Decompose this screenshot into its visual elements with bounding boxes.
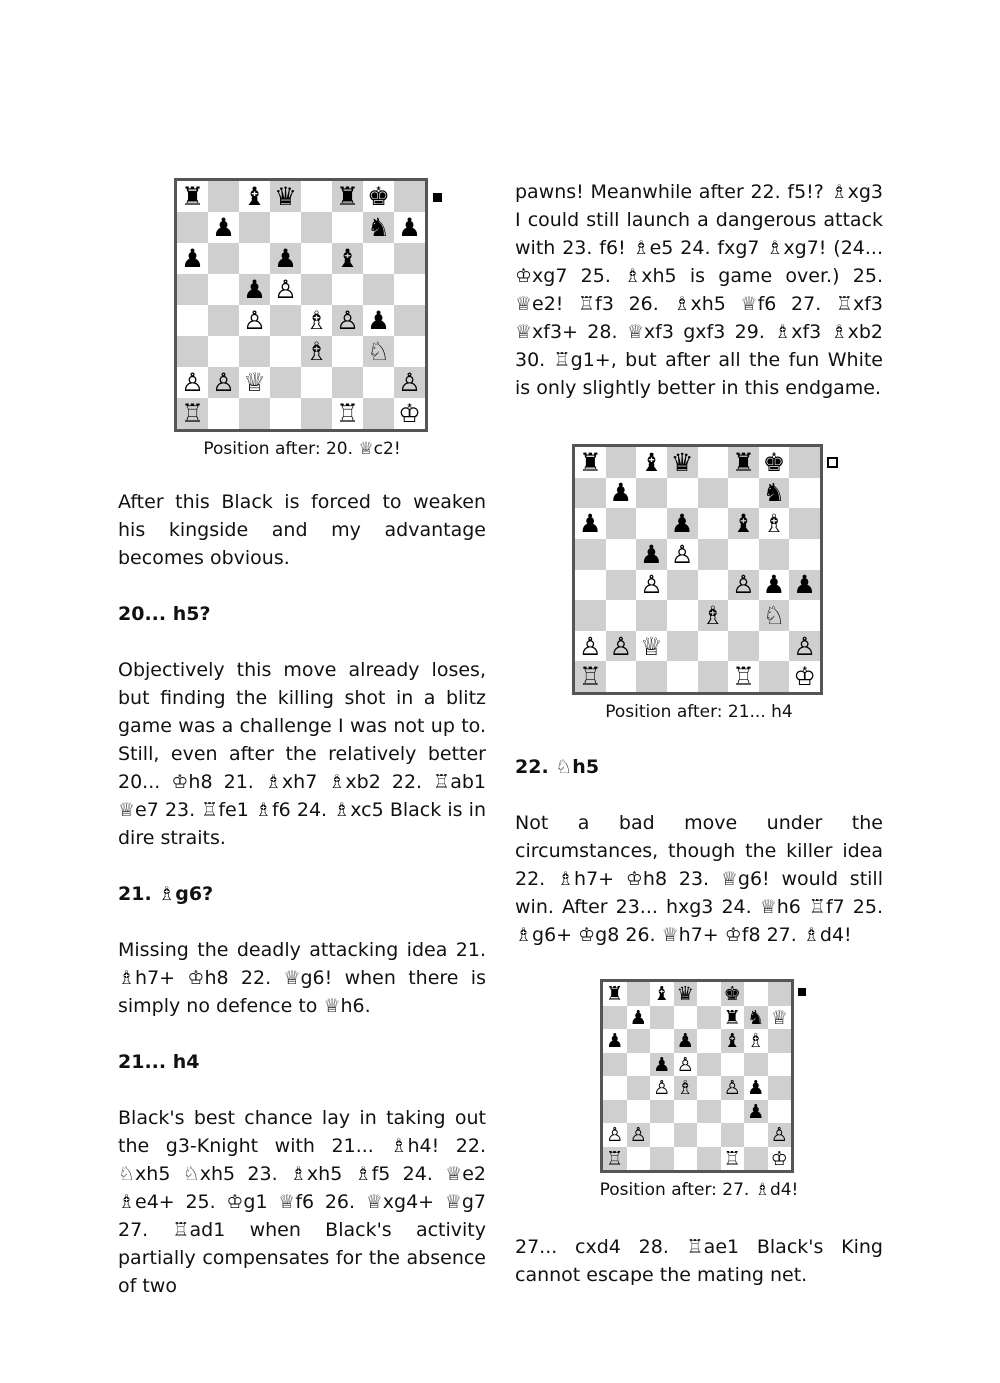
white-pawn-icon: ♙ bbox=[274, 274, 297, 304]
board-square bbox=[744, 1100, 768, 1124]
board-square bbox=[650, 1076, 674, 1100]
chessboard-diagram-3 bbox=[600, 979, 794, 1173]
board-square bbox=[744, 1053, 768, 1077]
white-bishop-icon: ♗ bbox=[305, 336, 328, 366]
board-square bbox=[789, 447, 820, 478]
board-square bbox=[674, 1053, 698, 1077]
white-knight-icon: ♘ bbox=[367, 336, 390, 366]
right-column bbox=[515, 178, 883, 1289]
board-square bbox=[394, 212, 425, 243]
white-rook-icon: ♖ bbox=[579, 662, 602, 692]
paragraph: After this Black is forced to weaken his kingside and my advantage becomes obvious. bbox=[118, 491, 486, 569]
black-pawn-icon: ♟ bbox=[762, 570, 786, 600]
black-pawn-icon: ♟ bbox=[609, 478, 633, 508]
black-rook-icon: ♜ bbox=[723, 1005, 741, 1029]
board-square bbox=[721, 1029, 745, 1053]
board-square bbox=[239, 305, 270, 336]
paragraph: Not a bad move under the circumstances, though the killer idea 22. ♗h7+ ♔h8 23. ♕g6! would still win. After 23... hxg3 24. ♕h6 ♖f7 25. ♗g6+ ♔g8 26. ♕h7+ ♔f8 27. ♗d4! bbox=[515, 812, 883, 946]
board-square bbox=[650, 1123, 674, 1147]
board-square bbox=[301, 398, 332, 429]
paragraph: Missing the deadly attacking idea 21. ♗h7+ ♔h8 22. ♕g6! when there is simply no defence to ♕h6. bbox=[118, 939, 486, 1017]
board-square bbox=[698, 478, 729, 509]
board-square bbox=[674, 1100, 698, 1124]
black-pawn-icon: ♟ bbox=[653, 1052, 671, 1076]
board-square bbox=[728, 600, 759, 631]
board-square bbox=[759, 539, 790, 570]
board-square bbox=[650, 982, 674, 1006]
board-square bbox=[728, 508, 759, 539]
board-square bbox=[603, 1100, 627, 1124]
board-square bbox=[768, 1076, 792, 1100]
paragraph: pawns! Meanwhile after 22. f5!? ♗xg3 I could still launch a dangerous attack with 23. f6! ♗e5 24. fxg7 ♗xg7! (24... ♔xg7 25. ♗xh5 is game over.) 25. ♕e2! ♖f3 26. ♗xh5 ♕f6 27. ♖xf3 ♕xf3+ 28. ♕xf3 gxf3 29. ♗xf3 ♗xb2 30. ♖g1+, but after all the fun White is only slightly better in this endgame. bbox=[515, 181, 883, 399]
white-pawn-icon: ♙ bbox=[732, 570, 755, 600]
board-square bbox=[363, 398, 394, 429]
black-pawn-icon: ♟ bbox=[793, 570, 816, 600]
board-square bbox=[636, 478, 667, 509]
board-square bbox=[606, 478, 637, 509]
white-pawn-icon: ♙ bbox=[181, 367, 204, 397]
board-square bbox=[768, 1123, 792, 1147]
board-square bbox=[270, 243, 301, 274]
board-square bbox=[721, 1100, 745, 1124]
board-square bbox=[744, 1029, 768, 1053]
board-square bbox=[650, 1147, 674, 1171]
board-square bbox=[177, 274, 208, 305]
white-queen-icon: ♕ bbox=[640, 631, 663, 661]
board-square bbox=[332, 305, 363, 336]
board-square bbox=[759, 631, 790, 662]
board-square bbox=[744, 1076, 768, 1100]
chessboard-diagram-1 bbox=[174, 178, 428, 432]
diagram-caption: Position after: 21... h4 bbox=[605, 702, 793, 722]
board-square bbox=[721, 1147, 745, 1171]
white-bishop-icon: ♗ bbox=[762, 509, 786, 538]
black-knight-icon: ♞ bbox=[762, 478, 786, 508]
black-pawn-icon: ♟ bbox=[670, 509, 694, 538]
black-king-icon: ♚ bbox=[367, 181, 390, 211]
board-square bbox=[208, 243, 239, 274]
white-pawn-icon: ♙ bbox=[609, 631, 633, 661]
white-pawn-icon: ♙ bbox=[793, 631, 816, 661]
board-square bbox=[744, 1123, 768, 1147]
board-square bbox=[394, 367, 425, 398]
black-pawn-icon: ♟ bbox=[243, 274, 266, 304]
white-rook-icon: ♖ bbox=[336, 398, 359, 428]
board-square bbox=[697, 1053, 721, 1077]
diagram-caption: Position after: 20. ♕c2! bbox=[203, 439, 401, 459]
board-square bbox=[667, 631, 698, 662]
turn-indicator bbox=[798, 988, 806, 996]
board-square bbox=[394, 181, 425, 212]
white-king-icon: ♔ bbox=[793, 662, 816, 692]
black-rook-icon: ♜ bbox=[732, 447, 755, 477]
black-pawn-icon: ♟ bbox=[367, 305, 390, 335]
board-square bbox=[759, 478, 790, 509]
board-square bbox=[270, 212, 301, 243]
board-square bbox=[768, 1006, 792, 1030]
board-square bbox=[363, 367, 394, 398]
board-square bbox=[606, 661, 637, 692]
board-square bbox=[208, 305, 239, 336]
board-square bbox=[363, 274, 394, 305]
white-bishop-icon: ♗ bbox=[676, 1076, 694, 1100]
black-pawn-icon: ♟ bbox=[629, 1005, 647, 1029]
board-square bbox=[603, 982, 627, 1006]
board-square bbox=[789, 631, 820, 662]
board-square bbox=[768, 1053, 792, 1077]
black-king-icon: ♚ bbox=[762, 447, 786, 477]
board-square bbox=[363, 305, 394, 336]
black-rook-icon: ♜ bbox=[336, 181, 359, 211]
board-square bbox=[667, 478, 698, 509]
black-rook-icon: ♜ bbox=[181, 181, 204, 211]
black-pawn-icon: ♟ bbox=[212, 212, 235, 242]
board-square bbox=[363, 336, 394, 367]
board-square bbox=[575, 600, 606, 631]
board-square bbox=[650, 1053, 674, 1077]
board-square bbox=[721, 1006, 745, 1030]
board-square bbox=[627, 1053, 651, 1077]
move-heading: 21. ♗g6? bbox=[118, 883, 214, 905]
turn-indicator bbox=[433, 193, 442, 202]
white-king-icon: ♔ bbox=[770, 1146, 788, 1170]
board-square bbox=[575, 478, 606, 509]
board-square bbox=[332, 274, 363, 305]
paragraph: Objectively this move already loses, but finding the killing shot in a blitz game was a challenge I was not up to. Still, even after the relatively better 20... ♔h8 21. ♗xh7 ♗xb2 22. ♖ab1 ♕e7 23. ♖fe1 ♗f6 24. ♗xc5 Black is in dire straits. bbox=[118, 659, 486, 849]
board-square bbox=[301, 367, 332, 398]
board-square bbox=[363, 243, 394, 274]
board-square bbox=[332, 336, 363, 367]
board-square bbox=[606, 631, 637, 662]
white-queen-icon: ♕ bbox=[243, 367, 266, 397]
white-rook-icon: ♖ bbox=[723, 1146, 741, 1170]
white-pawn-icon: ♙ bbox=[770, 1123, 788, 1147]
white-pawn-icon: ♙ bbox=[670, 539, 694, 569]
board-square bbox=[239, 367, 270, 398]
board-square bbox=[789, 539, 820, 570]
white-queen-icon: ♕ bbox=[770, 1005, 788, 1029]
board-square bbox=[698, 570, 729, 601]
board-square bbox=[667, 508, 698, 539]
board-square bbox=[301, 243, 332, 274]
board-square bbox=[627, 1006, 651, 1030]
board-square bbox=[627, 1147, 651, 1171]
black-bishop-icon: ♝ bbox=[653, 982, 671, 1006]
board-square bbox=[239, 336, 270, 367]
board-square bbox=[239, 212, 270, 243]
board-square bbox=[759, 661, 790, 692]
board-square bbox=[674, 982, 698, 1006]
board-square bbox=[270, 336, 301, 367]
white-pawn-icon: ♙ bbox=[336, 305, 359, 335]
board-square bbox=[667, 570, 698, 601]
white-bishop-icon: ♗ bbox=[701, 600, 725, 630]
board-square bbox=[698, 539, 729, 570]
left-column bbox=[118, 178, 486, 1300]
white-pawn-icon: ♙ bbox=[629, 1123, 647, 1147]
white-knight-icon: ♘ bbox=[762, 600, 786, 630]
board-square bbox=[636, 631, 667, 662]
black-pawn-icon: ♟ bbox=[398, 212, 421, 242]
black-rook-icon: ♜ bbox=[579, 447, 602, 477]
board-square bbox=[603, 1006, 627, 1030]
board-square bbox=[667, 447, 698, 478]
black-bishop-icon: ♝ bbox=[336, 243, 359, 273]
board-square bbox=[363, 181, 394, 212]
board-square bbox=[575, 661, 606, 692]
white-rook-icon: ♖ bbox=[181, 398, 204, 428]
board-square bbox=[627, 1123, 651, 1147]
board-square bbox=[636, 508, 667, 539]
white-pawn-icon: ♙ bbox=[243, 305, 266, 335]
board-square bbox=[332, 398, 363, 429]
board-square bbox=[759, 447, 790, 478]
black-pawn-icon: ♟ bbox=[579, 509, 602, 538]
board-square bbox=[394, 305, 425, 336]
board-square bbox=[208, 398, 239, 429]
black-bishop-icon: ♝ bbox=[640, 447, 663, 477]
white-pawn-icon: ♙ bbox=[398, 367, 421, 397]
white-bishop-icon: ♗ bbox=[305, 305, 328, 335]
board-square bbox=[627, 1029, 651, 1053]
black-knight-icon: ♞ bbox=[367, 212, 390, 242]
black-queen-icon: ♛ bbox=[274, 181, 297, 211]
board-square bbox=[270, 305, 301, 336]
board-square bbox=[698, 508, 729, 539]
board-square bbox=[603, 1053, 627, 1077]
board-square bbox=[575, 539, 606, 570]
board-square bbox=[744, 1006, 768, 1030]
board-square bbox=[698, 447, 729, 478]
board-square bbox=[177, 181, 208, 212]
board-square bbox=[636, 570, 667, 601]
board-square bbox=[239, 274, 270, 305]
board-square bbox=[698, 661, 729, 692]
white-rook-icon: ♖ bbox=[606, 1146, 624, 1170]
board-square bbox=[208, 274, 239, 305]
white-pawn-icon: ♙ bbox=[579, 631, 602, 661]
board-square bbox=[301, 181, 332, 212]
board-square bbox=[697, 1147, 721, 1171]
black-pawn-icon: ♟ bbox=[274, 243, 297, 273]
paragraph: Black's best chance lay in taking out the g3-Knight with 21... ♗h4! 22. ♘xh5 ♘xh5 23. ♗xh5 ♗f5 24. ♕e2 ♗e4+ 25. ♔g1 ♕f6 26. ♕xg4+ ♕g7 27. ♖ad1 when Black's activity partially compensates for the absence of two bbox=[118, 1107, 486, 1297]
board-square bbox=[208, 181, 239, 212]
board-square bbox=[301, 305, 332, 336]
board-square bbox=[239, 181, 270, 212]
black-queen-icon: ♛ bbox=[676, 982, 694, 1006]
board-square bbox=[606, 600, 637, 631]
board-square bbox=[363, 212, 394, 243]
board-square bbox=[759, 570, 790, 601]
board-square bbox=[627, 1076, 651, 1100]
board-square bbox=[627, 1100, 651, 1124]
board-square bbox=[270, 367, 301, 398]
white-pawn-icon: ♙ bbox=[653, 1076, 671, 1100]
board-square bbox=[674, 1029, 698, 1053]
diagram-caption: Position after: 27. ♗d4! bbox=[599, 1180, 799, 1200]
board-square bbox=[575, 447, 606, 478]
board-square bbox=[667, 661, 698, 692]
board-square bbox=[789, 508, 820, 539]
board-square bbox=[177, 212, 208, 243]
board-square bbox=[575, 508, 606, 539]
black-knight-icon: ♞ bbox=[747, 1005, 765, 1029]
board-square bbox=[698, 631, 729, 662]
move-heading: 21... h4 bbox=[118, 1051, 200, 1073]
board-square bbox=[606, 447, 637, 478]
board-square bbox=[667, 600, 698, 631]
board-square bbox=[728, 661, 759, 692]
board-square bbox=[239, 398, 270, 429]
board-square bbox=[332, 181, 363, 212]
black-pawn-icon: ♟ bbox=[640, 539, 663, 569]
board-square bbox=[721, 982, 745, 1006]
black-bishop-icon: ♝ bbox=[732, 509, 755, 538]
board-square bbox=[697, 1123, 721, 1147]
white-king-icon: ♔ bbox=[398, 398, 421, 428]
board-square bbox=[394, 243, 425, 274]
board-square bbox=[728, 447, 759, 478]
board-square bbox=[627, 982, 651, 1006]
board-square bbox=[575, 570, 606, 601]
white-pawn-icon: ♙ bbox=[212, 367, 235, 397]
board-square bbox=[721, 1053, 745, 1077]
board-square bbox=[208, 367, 239, 398]
board-square bbox=[721, 1076, 745, 1100]
board-square bbox=[697, 1100, 721, 1124]
black-bishop-icon: ♝ bbox=[243, 181, 266, 211]
board-square bbox=[759, 600, 790, 631]
turn-indicator bbox=[827, 457, 838, 468]
board-square bbox=[603, 1123, 627, 1147]
board-square bbox=[728, 570, 759, 601]
board-square bbox=[674, 1076, 698, 1100]
black-king-icon: ♚ bbox=[723, 982, 741, 1006]
board-square bbox=[239, 243, 270, 274]
board-square bbox=[606, 539, 637, 570]
board-square bbox=[636, 447, 667, 478]
move-heading: 22. ♘h5 bbox=[515, 756, 600, 778]
board-square bbox=[332, 243, 363, 274]
board-square bbox=[301, 212, 332, 243]
white-pawn-icon: ♙ bbox=[640, 570, 663, 600]
black-rook-icon: ♜ bbox=[606, 982, 624, 1006]
white-pawn-icon: ♙ bbox=[676, 1052, 694, 1076]
board-square bbox=[208, 336, 239, 367]
white-bishop-icon: ♗ bbox=[747, 1029, 765, 1053]
board-square bbox=[789, 661, 820, 692]
board-square bbox=[394, 336, 425, 367]
diagram-figure-3 bbox=[515, 979, 883, 1201]
board-square bbox=[270, 274, 301, 305]
board-square bbox=[789, 478, 820, 509]
board-square bbox=[270, 398, 301, 429]
board-square bbox=[674, 1006, 698, 1030]
board-square bbox=[575, 631, 606, 662]
black-pawn-icon: ♟ bbox=[747, 1099, 765, 1123]
board-square bbox=[697, 1076, 721, 1100]
board-square bbox=[301, 336, 332, 367]
white-rook-icon: ♖ bbox=[732, 662, 755, 692]
board-square bbox=[650, 1029, 674, 1053]
diagram-figure-1 bbox=[118, 178, 486, 460]
board-square bbox=[674, 1123, 698, 1147]
black-pawn-icon: ♟ bbox=[676, 1029, 694, 1053]
board-square bbox=[667, 539, 698, 570]
paragraph: 27... cxd4 28. ♖ae1 Black's King cannot escape the mating net. bbox=[515, 1236, 883, 1286]
board-square bbox=[394, 398, 425, 429]
board-square bbox=[768, 1100, 792, 1124]
move-heading: 20... h5? bbox=[118, 603, 211, 625]
board-square bbox=[636, 600, 667, 631]
board-square bbox=[208, 212, 239, 243]
board-square bbox=[301, 274, 332, 305]
diagram-figure-2 bbox=[515, 444, 883, 723]
board-square bbox=[650, 1006, 674, 1030]
board-square bbox=[698, 600, 729, 631]
board-square bbox=[332, 367, 363, 398]
board-square bbox=[394, 274, 425, 305]
black-pawn-icon: ♟ bbox=[747, 1076, 765, 1100]
board-square bbox=[759, 508, 790, 539]
board-square bbox=[177, 367, 208, 398]
board-square bbox=[674, 1147, 698, 1171]
board-square bbox=[768, 982, 792, 1006]
board-square bbox=[721, 1123, 745, 1147]
board-square bbox=[606, 570, 637, 601]
board-square bbox=[728, 478, 759, 509]
board-square bbox=[636, 661, 667, 692]
board-square bbox=[603, 1029, 627, 1053]
board-square bbox=[177, 336, 208, 367]
board-square bbox=[603, 1147, 627, 1171]
board-square bbox=[636, 539, 667, 570]
white-pawn-icon: ♙ bbox=[723, 1076, 741, 1100]
board-square bbox=[270, 181, 301, 212]
black-pawn-icon: ♟ bbox=[181, 243, 204, 273]
board-square bbox=[177, 305, 208, 336]
board-square bbox=[768, 1147, 792, 1171]
board-square bbox=[603, 1076, 627, 1100]
chessboard-diagram-2 bbox=[572, 444, 823, 695]
board-square bbox=[332, 212, 363, 243]
board-square bbox=[177, 243, 208, 274]
board-square bbox=[697, 1029, 721, 1053]
board-square bbox=[177, 398, 208, 429]
board-square bbox=[744, 1147, 768, 1171]
board-square bbox=[789, 570, 820, 601]
board-square bbox=[789, 600, 820, 631]
black-bishop-icon: ♝ bbox=[723, 1029, 741, 1053]
board-square bbox=[650, 1100, 674, 1124]
board-square bbox=[744, 982, 768, 1006]
board-square bbox=[606, 508, 637, 539]
black-queen-icon: ♛ bbox=[670, 447, 694, 477]
board-square bbox=[697, 1006, 721, 1030]
board-square bbox=[768, 1029, 792, 1053]
board-square bbox=[728, 631, 759, 662]
black-pawn-icon: ♟ bbox=[606, 1029, 624, 1053]
board-square bbox=[697, 982, 721, 1006]
white-pawn-icon: ♙ bbox=[606, 1123, 624, 1147]
board-square bbox=[728, 539, 759, 570]
